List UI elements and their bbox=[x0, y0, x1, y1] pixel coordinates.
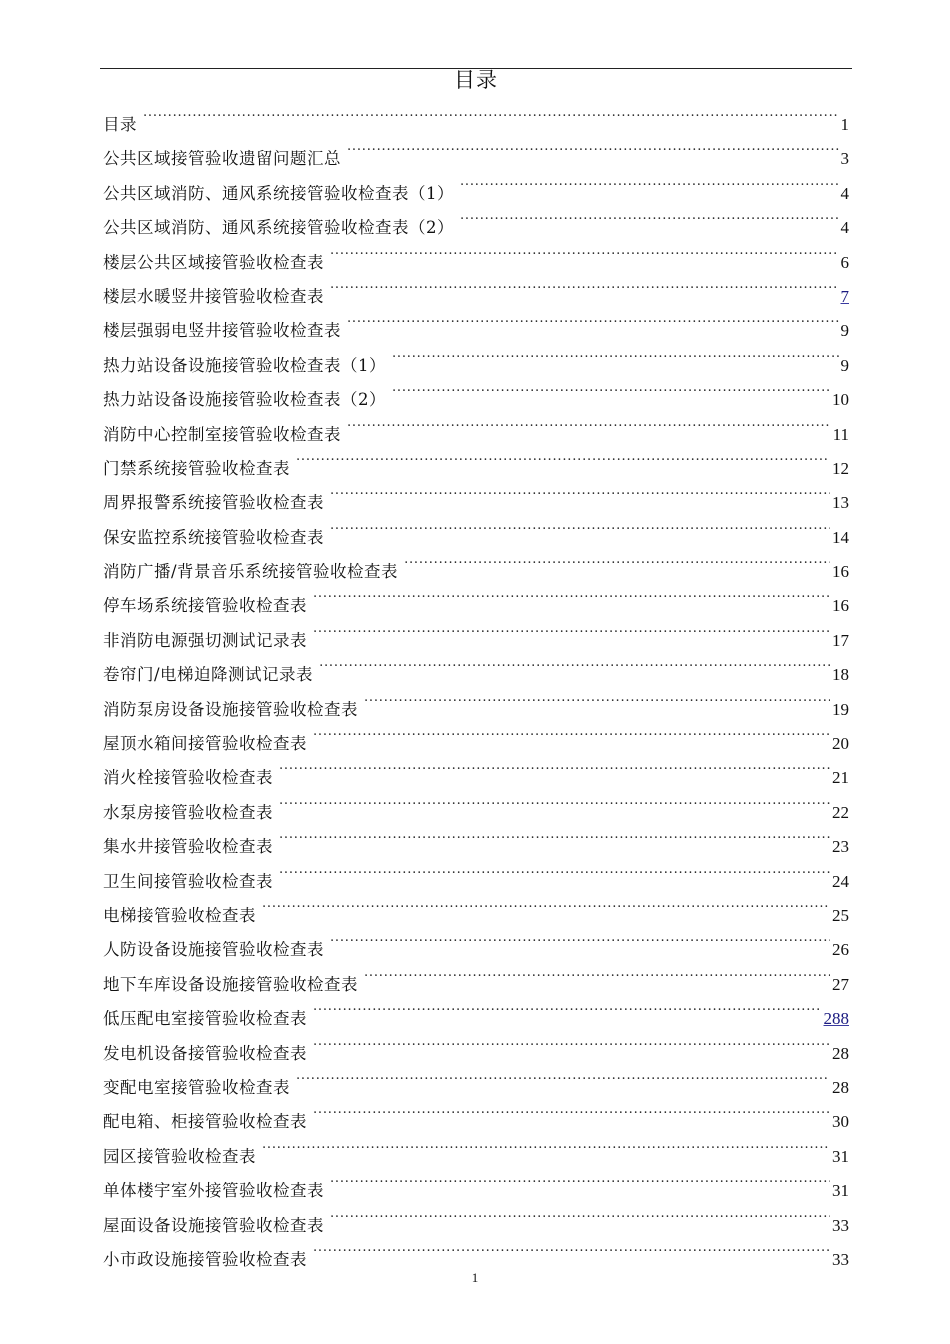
toc-entry-page: 23 bbox=[832, 837, 849, 857]
toc-dot-leader bbox=[313, 612, 830, 646]
toc-dot-leader bbox=[313, 1025, 830, 1059]
toc-dot-leader bbox=[296, 440, 830, 474]
toc-entry-label: 园区接管验收检查表 bbox=[103, 1146, 256, 1166]
toc-entry-page: 19 bbox=[832, 699, 849, 719]
toc-entry-label: 公共区域消防、通风系统接管验收检查表（2） bbox=[103, 218, 454, 238]
toc-dot-leader bbox=[319, 646, 830, 680]
toc-dot-leader bbox=[313, 1093, 830, 1127]
toc-entry-label: 消防中心控制室接管验收检查表 bbox=[103, 424, 341, 444]
toc-entry-page: 6 bbox=[840, 252, 849, 272]
toc-entry-page: 10 bbox=[832, 390, 849, 410]
toc-dot-leader bbox=[347, 406, 831, 440]
toc-dot-leader bbox=[313, 990, 822, 1024]
toc-entry-label: 非消防电源强切测试记录表 bbox=[103, 630, 307, 650]
toc-entry-label: 电梯接管验收检查表 bbox=[103, 905, 256, 925]
toc-entry-label: 停车场系统接管验收检查表 bbox=[103, 596, 307, 616]
toc-entry-label: 单体楼宇室外接管验收检查表 bbox=[103, 1181, 324, 1201]
toc-dot-leader bbox=[313, 577, 830, 611]
toc-dot-leader bbox=[296, 1059, 830, 1093]
toc-entry-page: 18 bbox=[832, 665, 849, 685]
toc-entry[interactable] bbox=[103, 130, 849, 169]
toc-entry-page: 33 bbox=[832, 1249, 849, 1269]
toc-entry-label: 热力站设备设施接管验收检查表（1） bbox=[103, 355, 386, 375]
toc-dot-leader bbox=[364, 681, 830, 715]
toc-dot-leader bbox=[279, 818, 830, 852]
toc-entry-label: 公共区域接管验收遗留问题汇总 bbox=[103, 149, 341, 169]
toc-entry-label: 集水井接管验收检查表 bbox=[103, 837, 273, 857]
toc-entry-page: 12 bbox=[832, 458, 849, 478]
toc-entry-page: 11 bbox=[832, 424, 849, 444]
toc-dot-leader bbox=[330, 234, 839, 268]
toc-entry-label: 低压配电室接管验收检查表 bbox=[103, 1009, 307, 1029]
toc-entry-page: 27 bbox=[832, 974, 849, 994]
toc-entry-label: 公共区域消防、通风系统接管验收检查表（1） bbox=[103, 183, 454, 203]
toc-entry-page: 24 bbox=[832, 871, 849, 891]
footer-page-number: 1 bbox=[471, 1270, 479, 1285]
toc-dot-leader bbox=[313, 715, 830, 749]
toc-entry-page: 3 bbox=[840, 149, 849, 169]
toc-dot-leader bbox=[347, 130, 839, 164]
toc-entry-label: 门禁系统接管验收检查表 bbox=[103, 458, 290, 478]
toc-entry-label: 楼层强弱电竖井接管验收检查表 bbox=[103, 321, 341, 341]
toc-entry-label: 卷帘门/电梯迫降测试记录表 bbox=[103, 665, 314, 685]
toc-dot-leader bbox=[330, 474, 830, 508]
toc-entry-page: 14 bbox=[832, 527, 849, 547]
toc-entry-label: 消防广播/背景音乐系统接管验收检查表 bbox=[103, 562, 399, 582]
toc-entry-label: 变配电室接管验收检查表 bbox=[103, 1077, 290, 1097]
toc-entry-label: 配电箱、柜接管验收检查表 bbox=[103, 1112, 307, 1132]
toc-entry-page: 13 bbox=[832, 493, 849, 513]
toc-entry-page: 4 bbox=[840, 218, 849, 238]
toc-entry-page: 1 bbox=[840, 115, 849, 134]
toc-entry-page: 31 bbox=[832, 1181, 849, 1201]
toc-dot-leader bbox=[262, 1128, 830, 1162]
page-title: 目录 bbox=[454, 68, 498, 92]
toc-entry-label: 地下车库设备设施接管验收检查表 bbox=[103, 974, 358, 994]
toc-entry-label: 热力站设备设施接管验收检查表（2） bbox=[103, 390, 386, 410]
toc-dot-leader bbox=[330, 268, 839, 302]
toc-entry[interactable] bbox=[103, 96, 849, 134]
toc-entry-page: 17 bbox=[832, 630, 849, 650]
toc-dot-leader bbox=[279, 784, 830, 818]
toc-entry-page: 28 bbox=[832, 1077, 849, 1097]
toc-dot-leader bbox=[330, 1162, 830, 1196]
toc-list bbox=[103, 96, 849, 1269]
toc-entry-page: 288 bbox=[823, 1009, 849, 1029]
toc-entry-page: 21 bbox=[832, 768, 849, 788]
toc-entry-page: 7 bbox=[840, 286, 849, 306]
toc-entry-page: 16 bbox=[832, 562, 849, 582]
toc-dot-leader bbox=[364, 956, 830, 990]
toc-entry-label: 消火栓接管验收检查表 bbox=[103, 768, 273, 788]
toc-dot-leader bbox=[460, 199, 839, 233]
toc-entry-page: 26 bbox=[832, 940, 849, 960]
toc-entry-page: 4 bbox=[840, 183, 849, 203]
toc-dot-leader bbox=[392, 371, 830, 405]
toc-dot-leader bbox=[330, 509, 830, 543]
toc-dot-leader bbox=[143, 96, 839, 130]
toc-dot-leader bbox=[460, 165, 839, 199]
toc-dot-leader bbox=[279, 853, 830, 887]
toc-dot-leader bbox=[330, 1197, 830, 1231]
toc-dot-leader bbox=[330, 921, 830, 955]
toc-entry-page: 33 bbox=[832, 1215, 849, 1235]
toc-entry-label: 消防泵房设备设施接管验收检查表 bbox=[103, 699, 358, 719]
toc-entry-label: 目录 bbox=[103, 115, 137, 134]
toc-entry-page: 20 bbox=[832, 734, 849, 754]
toc-entry-label: 保安监控系统接管验收检查表 bbox=[103, 527, 324, 547]
toc-entry-label: 卫生间接管验收检查表 bbox=[103, 871, 273, 891]
toc-entry-label: 楼层水暖竖井接管验收检查表 bbox=[103, 286, 324, 306]
toc-entry-label: 屋面设备设施接管验收检查表 bbox=[103, 1215, 324, 1235]
toc-entry-page: 25 bbox=[832, 905, 849, 925]
toc-entry-page: 9 bbox=[840, 355, 849, 375]
toc-entry-page: 16 bbox=[832, 596, 849, 616]
toc-entry-label: 周界报警系统接管验收检查表 bbox=[103, 493, 324, 513]
toc-entry-page: 9 bbox=[840, 321, 849, 341]
toc-entry-page: 28 bbox=[832, 1043, 849, 1063]
toc-dot-leader bbox=[404, 543, 830, 577]
toc-entry-page: 30 bbox=[832, 1112, 849, 1132]
toc-dot-leader bbox=[262, 887, 830, 921]
toc-entry-page: 22 bbox=[832, 802, 849, 822]
toc-dot-leader bbox=[347, 302, 839, 336]
toc-entry-label: 水泵房接管验收检查表 bbox=[103, 802, 273, 822]
toc-entry-label: 人防设备设施接管验收检查表 bbox=[103, 940, 324, 960]
toc-dot-leader bbox=[313, 1231, 830, 1265]
toc-entry-label: 小市政设施接管验收检查表 bbox=[103, 1249, 307, 1269]
toc-entry-label: 屋顶水箱间接管验收检查表 bbox=[103, 734, 307, 754]
toc-entry-label: 楼层公共区域接管验收检查表 bbox=[103, 252, 324, 272]
toc-entry-page: 31 bbox=[832, 1146, 849, 1166]
toc-dot-leader bbox=[392, 337, 839, 371]
toc-dot-leader bbox=[279, 749, 830, 783]
toc-entry-label: 发电机设备接管验收检查表 bbox=[103, 1043, 307, 1063]
